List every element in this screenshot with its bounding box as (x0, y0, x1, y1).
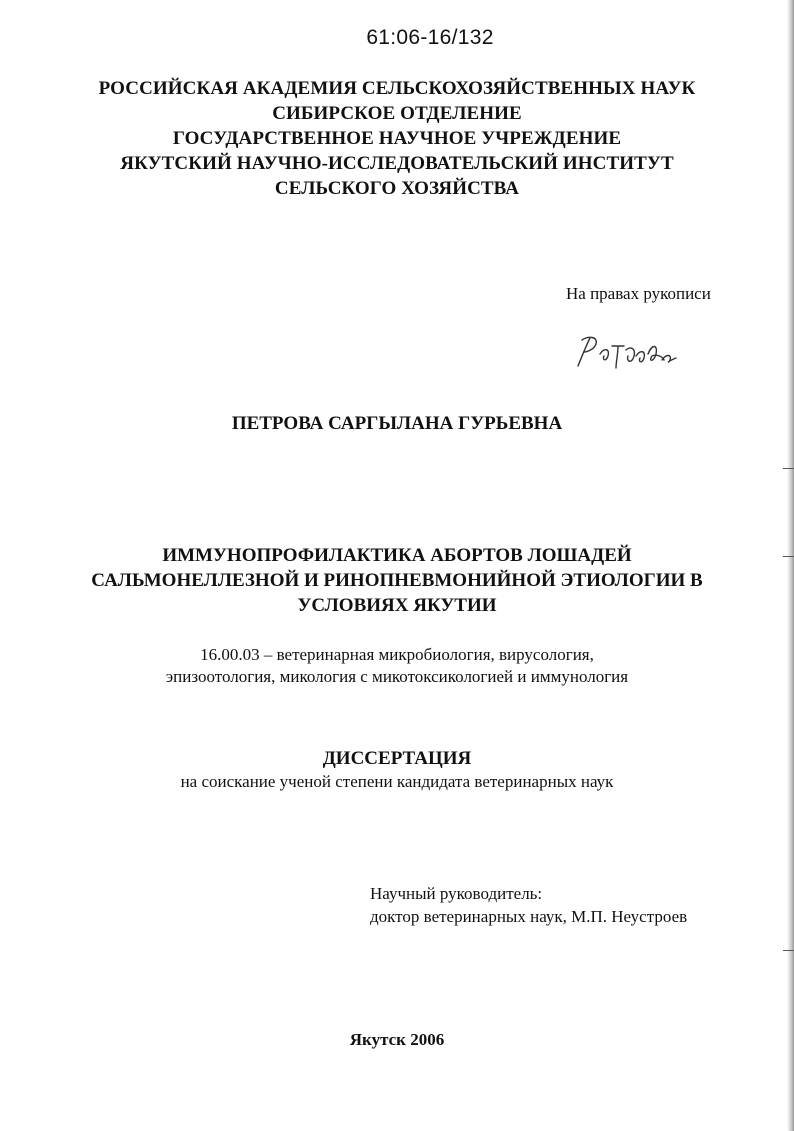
specialty (0, 644, 794, 688)
city-year: Якутск 2006 (349, 1030, 445, 1049)
title-line: ИММУНОПРОФИЛАКТИКА АБОРТОВ ЛОШАДЕЙ (162, 545, 632, 566)
scan-mark (783, 950, 794, 951)
scan-border (787, 0, 794, 1131)
institution-line: РОССИЙСКАЯ АКАДЕМИЯ СЕЛЬСКОХОЗЯЙСТВЕННЫХ НАУК (98, 78, 696, 99)
degree-line: на соискание ученой степени кандидата ветеринарных наук (180, 772, 614, 791)
catalog-code: 61:06-16/132 (366, 26, 494, 49)
advisor-name: доктор ветеринарных наук, М.П. Неустроев (370, 907, 688, 926)
title-line: УСЛОВИЯХ ЯКУТИИ (297, 595, 497, 616)
institution-line: СЕЛЬСКОГО ХОЗЯЙСТВА (274, 178, 520, 199)
author-name: ПЕТРОВА САРГЫЛАНА ГУРЬЕВНА (231, 413, 563, 434)
document-type: ДИССЕРТАЦИЯ (322, 748, 472, 769)
title-line: САЛЬМОНЕЛЛЕЗНОЙ И РИНОПНЕВМОНИЙНОЙ ЭТИОЛОГИИ В (91, 570, 703, 591)
dissertation-title (0, 543, 794, 618)
institution-line: ЯКУТСКИЙ НАУЧНО-ИССЛЕДОВАТЕЛЬСКИЙ ИНСТИТУТ (120, 153, 674, 174)
scientific-advisor (370, 882, 687, 928)
institution-line: ГОСУДАРСТВЕННОЕ НАУЧНОЕ УЧРЕЖДЕНИЕ (172, 128, 622, 149)
institution-line: СИБИРСКОЕ ОТДЕЛЕНИЕ (272, 103, 522, 124)
specialty-line: 16.00.03 – ветеринарная микробиология, вирусология, (200, 645, 594, 664)
scan-mark (783, 468, 794, 469)
specialty-line: эпизоотология, микология с микотоксикологией и иммунология (165, 667, 629, 686)
institution-header (0, 76, 794, 201)
scan-mark (783, 556, 794, 557)
rights-note: На правах рукописи (566, 284, 711, 303)
advisor-label: Научный руководитель: (370, 884, 543, 903)
author-signature (572, 326, 682, 376)
